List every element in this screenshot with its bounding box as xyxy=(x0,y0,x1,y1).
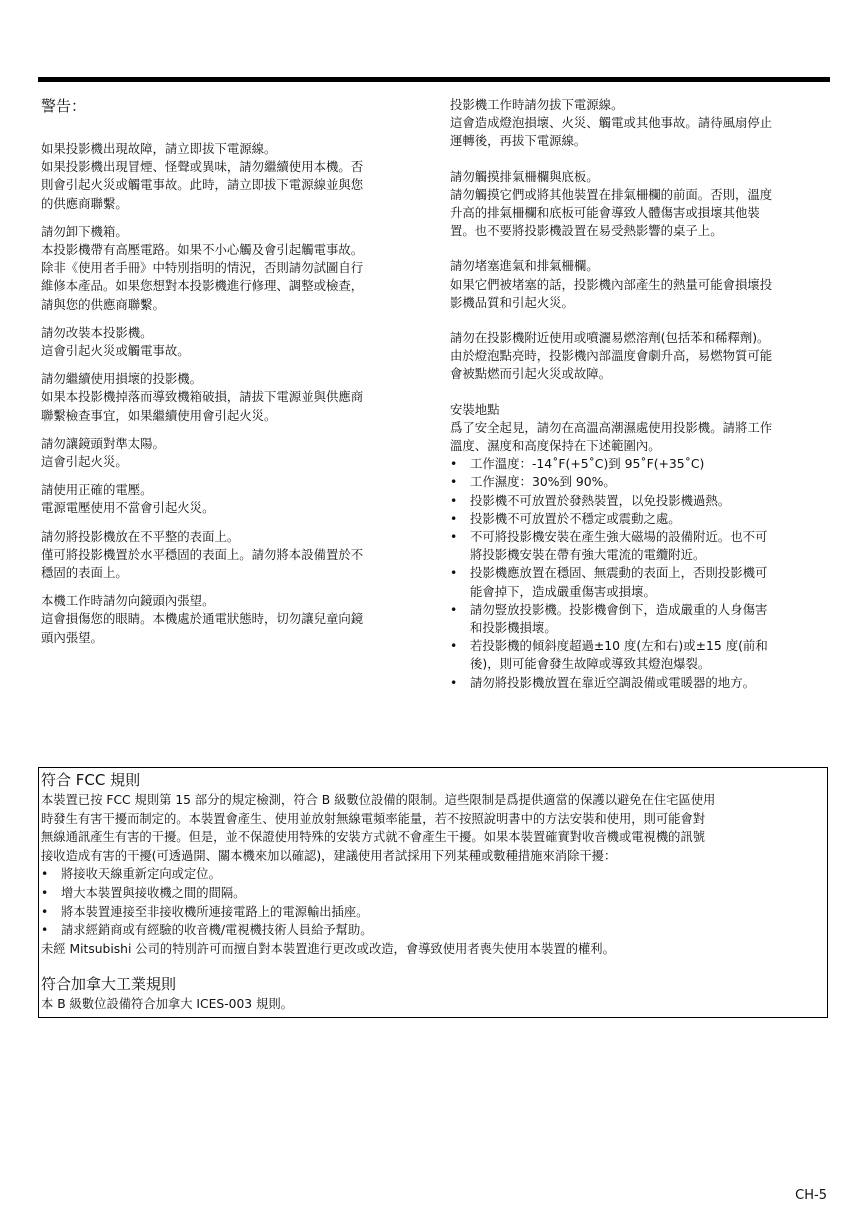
warning-text: 穩固的表面上。 xyxy=(41,565,128,581)
warning-section xyxy=(450,257,830,312)
fcc-bullets xyxy=(41,865,825,939)
fcc-bullet-item: • 增大本裝置與接收機之間的間隔。 xyxy=(41,884,825,903)
install-location-title: 安裝地點 xyxy=(450,401,500,417)
warning-section xyxy=(41,324,421,360)
warning-section xyxy=(41,592,421,647)
bullet-line: • 請勿豎放投影機。投影機會倒下，造成嚴重的人身傷害 xyxy=(470,601,768,617)
fcc-closing: 未經 Mitsubishi 公司的特別許可而擅自對本裝置進行更改或改造，會導致使用者喪失使用本裝置的權利。 xyxy=(41,941,615,956)
warning-section xyxy=(41,223,421,314)
regulatory-box xyxy=(38,767,828,1018)
top-rule xyxy=(38,77,830,82)
warning-text: 請與您的供應商聯繫。 xyxy=(41,296,165,312)
warning-section xyxy=(41,140,421,213)
bullet-line: • 投影機應放置在穩固、無震動的表面上，否則投影機可 xyxy=(470,565,768,581)
install-intro-line: 爲了安全起見，請勿在高溫高潮濕處使用投影機。請將工作 xyxy=(450,419,773,435)
fcc-bullet-item: • 請求經銷商或有經驗的收音機/電視機技術人員給予幫助。 xyxy=(41,921,825,940)
warning-text: 由於燈泡點亮時，投影機內部溫度會劇升高，易燃物質可能 xyxy=(450,348,773,364)
warning-text: 如果它們被堵塞的話，投影機內部產生的熱量可能會損壞投 xyxy=(450,276,773,292)
fcc-bullet-item: • 將接收天線重新定向或定位。 xyxy=(41,865,825,884)
warning-section xyxy=(41,528,421,583)
fcc-text-line: 接收造成有害的干擾(可透過開、關本機來加以確認)，建議使用者試採用下列某種或數種措施來消除干擾： xyxy=(41,848,617,863)
warning-text: 會被點燃而引起火災或故障。 xyxy=(450,366,612,382)
warning-section xyxy=(450,168,830,241)
warning-text: 電源電壓使用不當會引起火災。 xyxy=(41,500,215,516)
bullet-line: • 投影機不可放置於發熱裝置，以免投影機過熱。 xyxy=(470,492,731,508)
warning-title: 投影機工作時請勿拔下電源線。 xyxy=(450,97,624,112)
warning-text: 除非《使用者手冊》中特別指明的情況，否則請勿試圖自行 xyxy=(41,260,364,276)
install-bullet-item xyxy=(450,510,830,528)
warning-text: 維修本產品。如果您想對本投影機進行修理、調整或檢查， xyxy=(41,278,364,294)
warning-section xyxy=(41,370,421,425)
warning-text: 如果本投影機掉落而導致機箱破損，請拔下電源並與供應商 xyxy=(41,389,364,405)
bullet-line: • 請勿將投影機放置在靠近空調設備或電暖器的地方。 xyxy=(470,674,755,690)
install-bullets xyxy=(450,455,830,692)
warning-text: 這會引起火災或觸電事故。 xyxy=(41,343,190,359)
warning-section xyxy=(41,435,421,471)
warning-text: 頭內張望。 xyxy=(41,629,103,645)
bullet-line: • 工作濕度：30%到 90%。 xyxy=(470,474,616,490)
warning-text: 僅可將投影機置於水平穩固的表面上。請勿將本設備置於不 xyxy=(41,546,364,562)
install-bullet-item xyxy=(450,473,830,491)
page-number: CH-5 xyxy=(795,1188,827,1203)
warning-text: 這會引起火災。 xyxy=(41,454,128,470)
warning-title: 請勿在投影機附近使用或噴灑易燃溶劑(包括苯和稀釋劑)。 xyxy=(450,330,770,346)
install-location-section xyxy=(450,401,830,692)
warning-text: 影機品質和引起火災。 xyxy=(450,294,574,310)
warning-section xyxy=(41,481,421,517)
warning-title: 請勿讓鏡頭對準太陽。 xyxy=(41,435,165,451)
bullet-line: 和投影機損壞。 xyxy=(470,620,557,636)
install-bullet-item xyxy=(450,564,830,600)
warning-title: 請勿改裝本投影機。 xyxy=(41,324,153,340)
warning-section xyxy=(450,329,830,384)
bullet-line: • 投影機不可放置於不穩定或震動之處。 xyxy=(470,510,681,526)
warning-title: 如果投影機出現故障，請立即拔下電源線。 xyxy=(41,141,277,156)
bullet-line: • 若投影機的傾斜度超過±10 度(左和右)或±15 度(前和 xyxy=(470,638,768,654)
warnings-column-right xyxy=(450,96,830,709)
warning-title: 請勿堵塞進氣和排氣柵欄。 xyxy=(450,258,599,274)
bullet-line: • 不可將投影機安裝在產生強大磁場的設備附近。也不可 xyxy=(470,529,768,545)
warnings-column xyxy=(41,96,421,657)
warning-title: 請勿卸下機箱。 xyxy=(41,223,128,239)
warning-text: 運轉後，再拔下電源線。 xyxy=(450,133,587,149)
bullet-line: 能會掉下，造成嚴重傷害或損壞。 xyxy=(470,583,656,599)
warning-text: 如果投影機出現冒煙、怪聲或異味，請勿繼續使用本機。否 xyxy=(41,159,364,175)
install-bullet-item xyxy=(450,455,830,473)
fcc-text-line: 本裝置已按 FCC 規則第 15 部分的規定檢測，符合 B 級數位設備的限制。這些限制是爲提供適當的保護以避免在住宅區使用 xyxy=(41,793,716,807)
warning-heading: 警告： xyxy=(41,97,87,115)
bullet-line: • 工作溫度：-14˚F(+5˚C)到 95˚F(+35˚C) xyxy=(470,456,705,472)
warning-title: 請勿將投影機放在不平整的表面上。 xyxy=(41,528,240,544)
fcc-text-line: 時發生有害干擾而制定的。本裝置會產生、使用並放射無線電頻率能量，若不按照說明書中的方法安裝和使用，則可能會對 xyxy=(41,811,706,826)
canada-title: 符合加拿大工業規則 xyxy=(41,975,177,994)
install-intro-line: 溫度、濕度和高度保持在下述範圍內。 xyxy=(450,438,661,454)
warning-title: 請勿繼續使用損壞的投影機。 xyxy=(41,371,203,387)
warning-title: 請勿觸摸排氣柵欄與底板。 xyxy=(450,168,599,184)
warning-text: 則會引起火災或觸電事故。此時，請立即拔下電源線並與您 xyxy=(41,177,364,193)
fcc-bullet-item: • 將本裝置連接至非接收機所連接電路上的電源輸出插座。 xyxy=(41,903,825,922)
install-bullet-item xyxy=(450,492,830,510)
warning-text: 本投影機帶有高壓電路。如果不小心觸及會引起觸電事故。 xyxy=(41,242,364,258)
install-bullet-item xyxy=(450,674,830,692)
warning-text: 這會造成燈泡損壞、火災、觸電或其他事故。請待風扇停止 xyxy=(450,115,773,131)
warning-text: 請勿觸摸它們或將其他裝置在排氣柵欄的前面。否則，溫度 xyxy=(450,186,773,202)
warning-text: 置。也不要將投影機設置在易受熱影響的桌子上。 xyxy=(450,223,723,239)
warning-text: 這會損傷您的眼睛。本機處於通電狀態時，切勿讓兒童向鏡 xyxy=(41,611,364,627)
warning-title: 請使用正確的電壓。 xyxy=(41,482,153,498)
install-bullet-item xyxy=(450,637,830,673)
install-bullet-item xyxy=(450,601,830,637)
bullet-line: 後)，則可能會發生故障或導致其燈泡爆裂。 xyxy=(470,656,711,672)
install-bullet-item xyxy=(450,528,830,564)
warning-title: 本機工作時請勿向鏡頭內張望。 xyxy=(41,593,215,609)
bullet-line: 將投影機安裝在帶有強大電流的電纜附近。 xyxy=(470,547,706,563)
warning-text: 聯繫檢查事宜，如果繼續使用會引起火災。 xyxy=(41,407,277,423)
fcc-title: 符合 FCC 規則 xyxy=(41,771,141,789)
warning-section xyxy=(450,96,830,151)
canada-text: 本 B 級數位設備符合加拿大 ICES-003 規則。 xyxy=(41,997,293,1012)
fcc-text-line: 無線通訊產生有害的干擾。但是，並不保證使用特殊的安裝方式就不會產生干擾。如果本裝置確實對收音機或電視機的訊號 xyxy=(41,830,706,845)
warning-text: 升高的排氣柵欄和底板可能會導致人體傷害或損壞其他裝 xyxy=(450,205,760,221)
warning-text: 的供應商聯繫。 xyxy=(41,195,128,211)
